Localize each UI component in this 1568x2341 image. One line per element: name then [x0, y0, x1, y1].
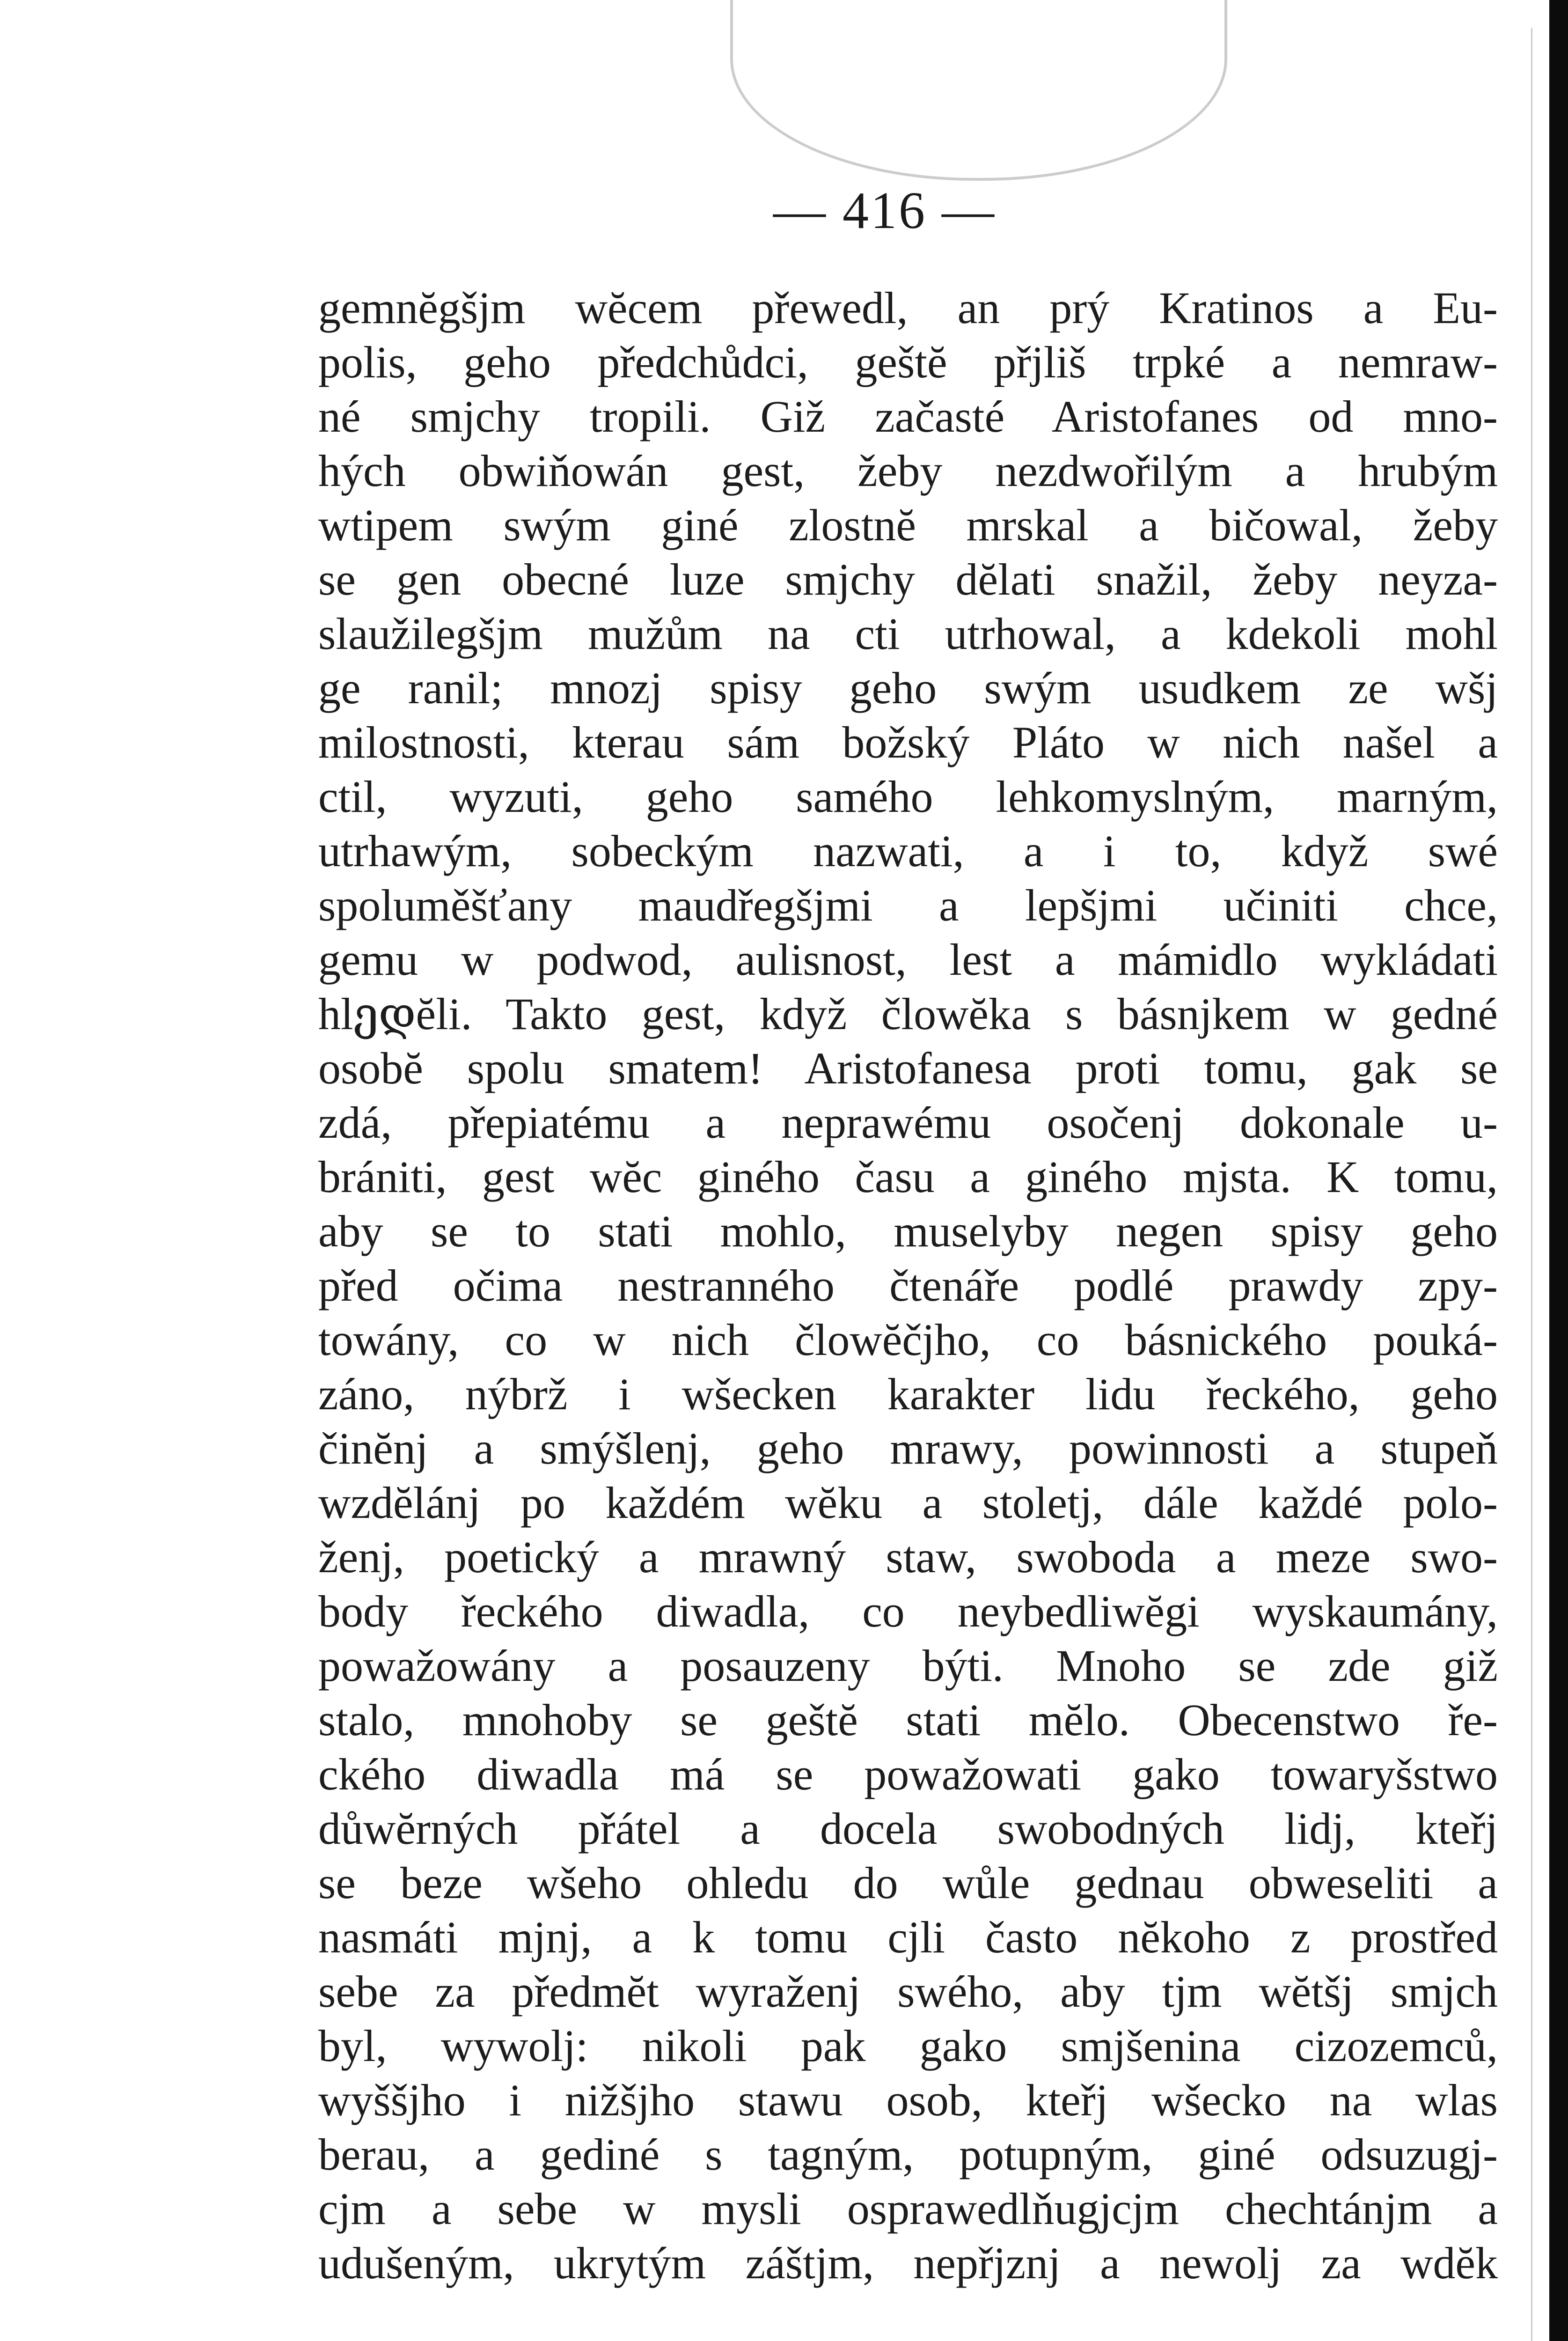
text-line: powažowány a posauzeny býti. Mnoho se zde giž	[318, 1641, 1498, 1691]
text-line: polis, geho předchůdci, geštĕ přjliš trpké a nemraw-	[318, 337, 1498, 387]
text-line: před očima nestranného čtenáře podlé prawdy zpy-	[318, 1260, 1498, 1310]
text-line: činĕnj a smýšlenj, geho mrawy, powinnosti a stupeň	[318, 1423, 1498, 1473]
text-line: ženj, poetický a mrawný staw, swoboda a meze swo-	[318, 1532, 1498, 1582]
body-text	[318, 281, 1498, 2290]
text-line: nasmáti mjnj, a k tomu cjli často nĕkoho z prostřed	[318, 1912, 1498, 1962]
text-line: ge ranil; mnozj spisy geho swým usudkem ze wšj	[318, 663, 1498, 713]
text-line: udušeným, ukrytým záštjm, nepřjznj a newolj za wdĕk	[318, 2238, 1498, 2288]
text-line: stalo, mnohoby se geštĕ stati mĕlo. Obecenstwo ře-	[318, 1695, 1498, 1745]
page-edge-curl	[730, 0, 1227, 181]
page-number: — 416 —	[773, 182, 996, 240]
text-line: sebe za předmĕt wyraženj swého, aby tjm wĕtšj smjch	[318, 1966, 1498, 2017]
text-line: cjm a sebe w mysli osprawedlňugjcjm chechtánjm a	[318, 2184, 1498, 2234]
text-line: gemnĕgšjm wĕcem přewedl, an prý Kratinos a Eu-	[318, 283, 1498, 333]
text-line: ckého diwadla má se powažowati gako towaryšstwo	[318, 1749, 1498, 1799]
text-line: zdá, přepiatému a neprawému osočenj dokonale u-	[318, 1097, 1498, 1148]
text-line: gemu w podwod, aulisnost, lest a mámidlo wykládati	[318, 935, 1498, 985]
text-line: wyššjho i nižšjho stawu osob, kteřj wšecko na wlas	[318, 2075, 1498, 2125]
text-line: brániti, gest wĕc giného času a giného mjsta. K tomu,	[318, 1152, 1498, 1202]
text-line: záno, nýbrž i wšecken karakter lidu řeckého, geho	[318, 1369, 1498, 1419]
text-line: body řeckého diwadla, co neybedliwĕgi wyskaumány,	[318, 1586, 1498, 1636]
text-line: důwĕrných přátel a docela swobodných lidj, kteřj	[318, 1804, 1498, 1854]
text-line: osobĕ spolu smatem! Aristofanesa proti tomu, gak se	[318, 1043, 1498, 1093]
text-line: né smjchy tropili. Giž začasté Aristofanes od mno-	[318, 391, 1498, 442]
text-line: slaužilegšjm mužům na cti utrhowal, a kdekoli mohl	[318, 609, 1498, 659]
text-line: berau, a gediné s tagným, potupným, giné odsuzugj-	[318, 2129, 1498, 2179]
text-line: utrhawým, sobeckým nazwati, a i to, když swé	[318, 826, 1498, 876]
text-line: spoluměšťany maudřegšjmi a lepšjmi učiniti chce,	[318, 880, 1498, 930]
text-line: wtipem swým giné zlostnĕ mrskal a bičowal, žeby	[318, 500, 1498, 550]
text-line: aby se to stati mohlo, muselyby negen spisy geho	[318, 1206, 1498, 1256]
text-line: wzdĕlánj po každém wĕku a stoletj, dále každé polo-	[318, 1478, 1498, 1528]
text-line: hlედĕli. Takto gest, když člowĕka s básnjkem w gedné	[318, 989, 1498, 1039]
text-line: se gen obecné luze smjchy dĕlati snažil, žeby neyza-	[318, 554, 1498, 604]
text-line: towány, co w nich člowĕčjho, co básnického pouká-	[318, 1315, 1498, 1365]
text-line: ctil, wyzuti, geho samého lehkomyslným, marným,	[318, 772, 1498, 822]
text-line: byl, wywolj: nikoli pak gako smjšenina cizozemců,	[318, 2021, 1498, 2071]
text-line: milostnosti, kterau sám božský Pláto w nich našel a	[318, 717, 1498, 767]
text-line: se beze wšeho ohledu do wůle gednau obweseliti a	[318, 1858, 1498, 1908]
page-edge-shadow	[1531, 28, 1540, 2341]
text-line: hých obwiňowán gest, žeby nezdwořilým a hrubým	[318, 446, 1498, 496]
